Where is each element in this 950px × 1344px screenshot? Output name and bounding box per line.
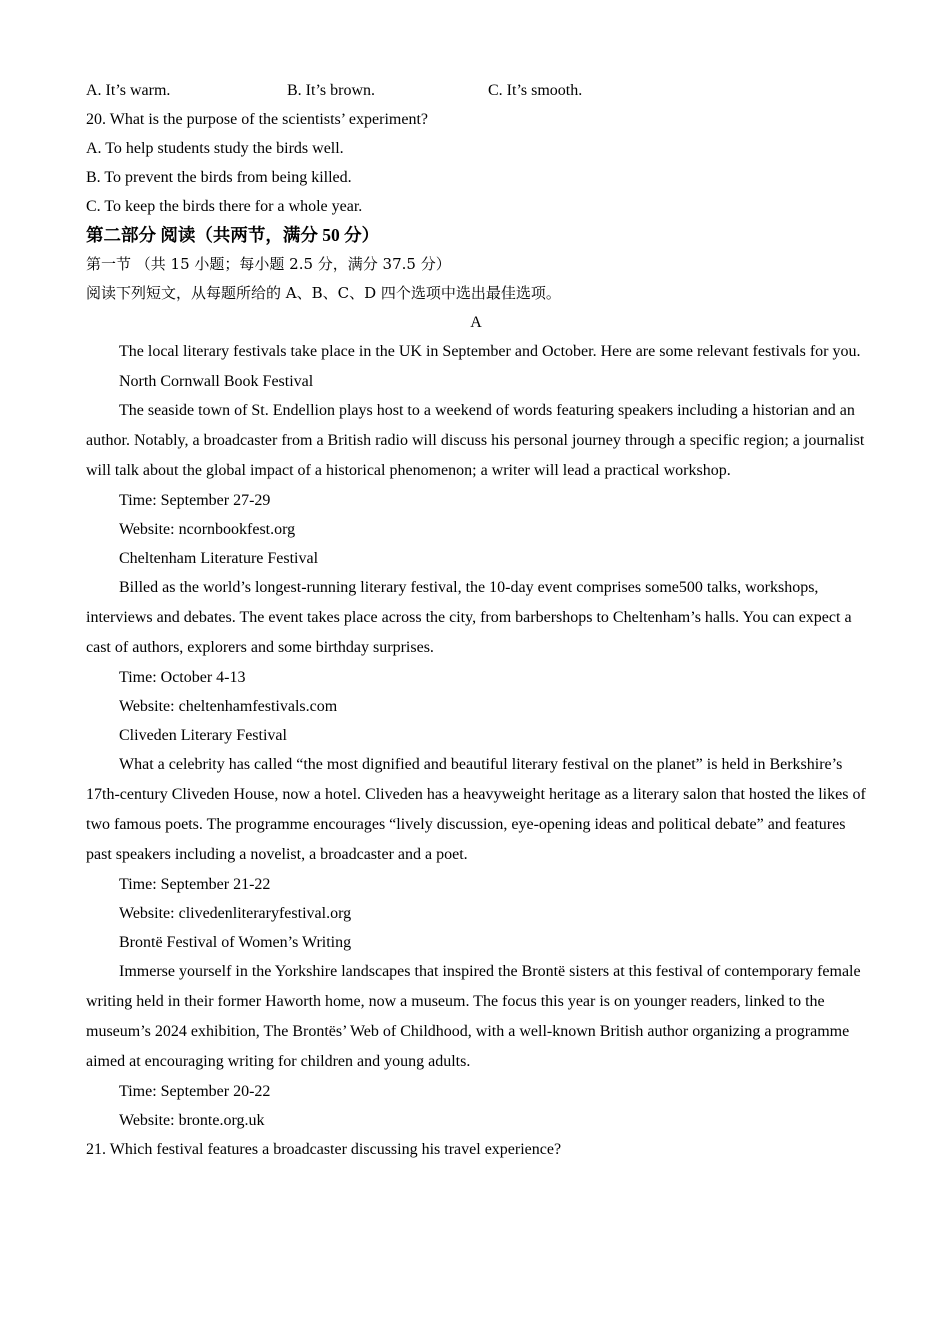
festival-website: Website: ncornbookfest.org [119, 521, 296, 538]
festival-description: Immerse yourself in the Yorkshire landscapes that inspired the Brontë sisters at this festival of contemporary female writing held in their former Haworth home, now a museum. The focus this year is on younger readers, linked to the museum’s 2024 exhibition, The Brontës’ Web of Childhood, with a well-known British author organizing a programme aimed at encouraging writing for children and young adults. [86, 963, 861, 1070]
festival-website: Website: cheltenhamfestivals.com [119, 698, 338, 715]
q21-question: 21. Which festival features a broadcaster discussing his travel experience? [86, 1141, 562, 1158]
q19-option-c: C. It’s smooth. [488, 82, 583, 99]
festival-time: Time: October 4-13 [119, 669, 246, 686]
exam-page [86, 76, 866, 1164]
q20-option-a: A. To help students study the birds well. [86, 140, 344, 157]
festival-time: Time: September 20-22 [119, 1083, 271, 1100]
festival-description: The seaside town of St. Endellion plays host to a weekend of words featuring speakers including a historian and an author. Notably, a broadcaster from a British radio will discuss his personal journey through a specific region; a journalist will talk about the global impact of a historical phenomenon; a writer will lead a practical workshop. [86, 402, 865, 479]
festival-name: Brontë Festival of Women’s Writing [119, 934, 352, 951]
q20-question: 20. What is the purpose of the scientists’ experiment? [86, 111, 428, 128]
passage-label: A [470, 314, 482, 331]
festival-description: What a celebrity has called “the most dignified and beautiful literary festival on the planet” is held in Berkshire’s 17th-century Cliveden House, now a hotel. Cliveden has a heavyweight heritage as a literary salon that hosted the likes of two famous poets. The programme encourages “lively discussion, eye-opening ideas and political debate” and features past speakers including a novelist, a broadcaster and a poet. [86, 756, 866, 863]
festival-name: Cliveden Literary Festival [119, 727, 287, 744]
festival-name: North Cornwall Book Festival [119, 373, 314, 390]
q20-option-b: B. To prevent the birds from being killed. [86, 169, 352, 186]
festival-website: Website: bronte.org.uk [119, 1112, 265, 1129]
instructions: 阅读下列短文，从每题所给的 A、B、C、D 四个选项中选出最佳选项。 [86, 284, 561, 302]
q19-options [86, 76, 866, 105]
festival-name: Cheltenham Literature Festival [119, 550, 319, 567]
part2-title: 第二部分 阅读（共两节，满分 50 分） [86, 225, 380, 245]
section-heading: 第一节 （共 15 小题；每小题 2.5 分，满分 37.5 分） [86, 255, 451, 273]
passage-intro: The local literary festivals take place in the UK in September and October. Here are some relevant festivals for you. [119, 343, 861, 360]
festival-website: Website: clivedenliteraryfestival.org [119, 905, 352, 922]
festival-time: Time: September 27-29 [119, 492, 271, 509]
festival-description: Billed as the world’s longest-running literary festival, the 10-day event comprises some500 talks, workshops, interviews and debates. The event takes place across the city, from barbershops to Cheltenham’s halls. You can expect a cast of authors, explorers and some birthday surprises. [86, 579, 852, 656]
q20-option-c: C. To keep the birds there for a whole year. [86, 198, 363, 215]
q19-option-a: A. It’s warm. [86, 82, 171, 99]
festival-time: Time: September 21-22 [119, 876, 271, 893]
q19-option-b: B. It’s brown. [287, 82, 375, 99]
